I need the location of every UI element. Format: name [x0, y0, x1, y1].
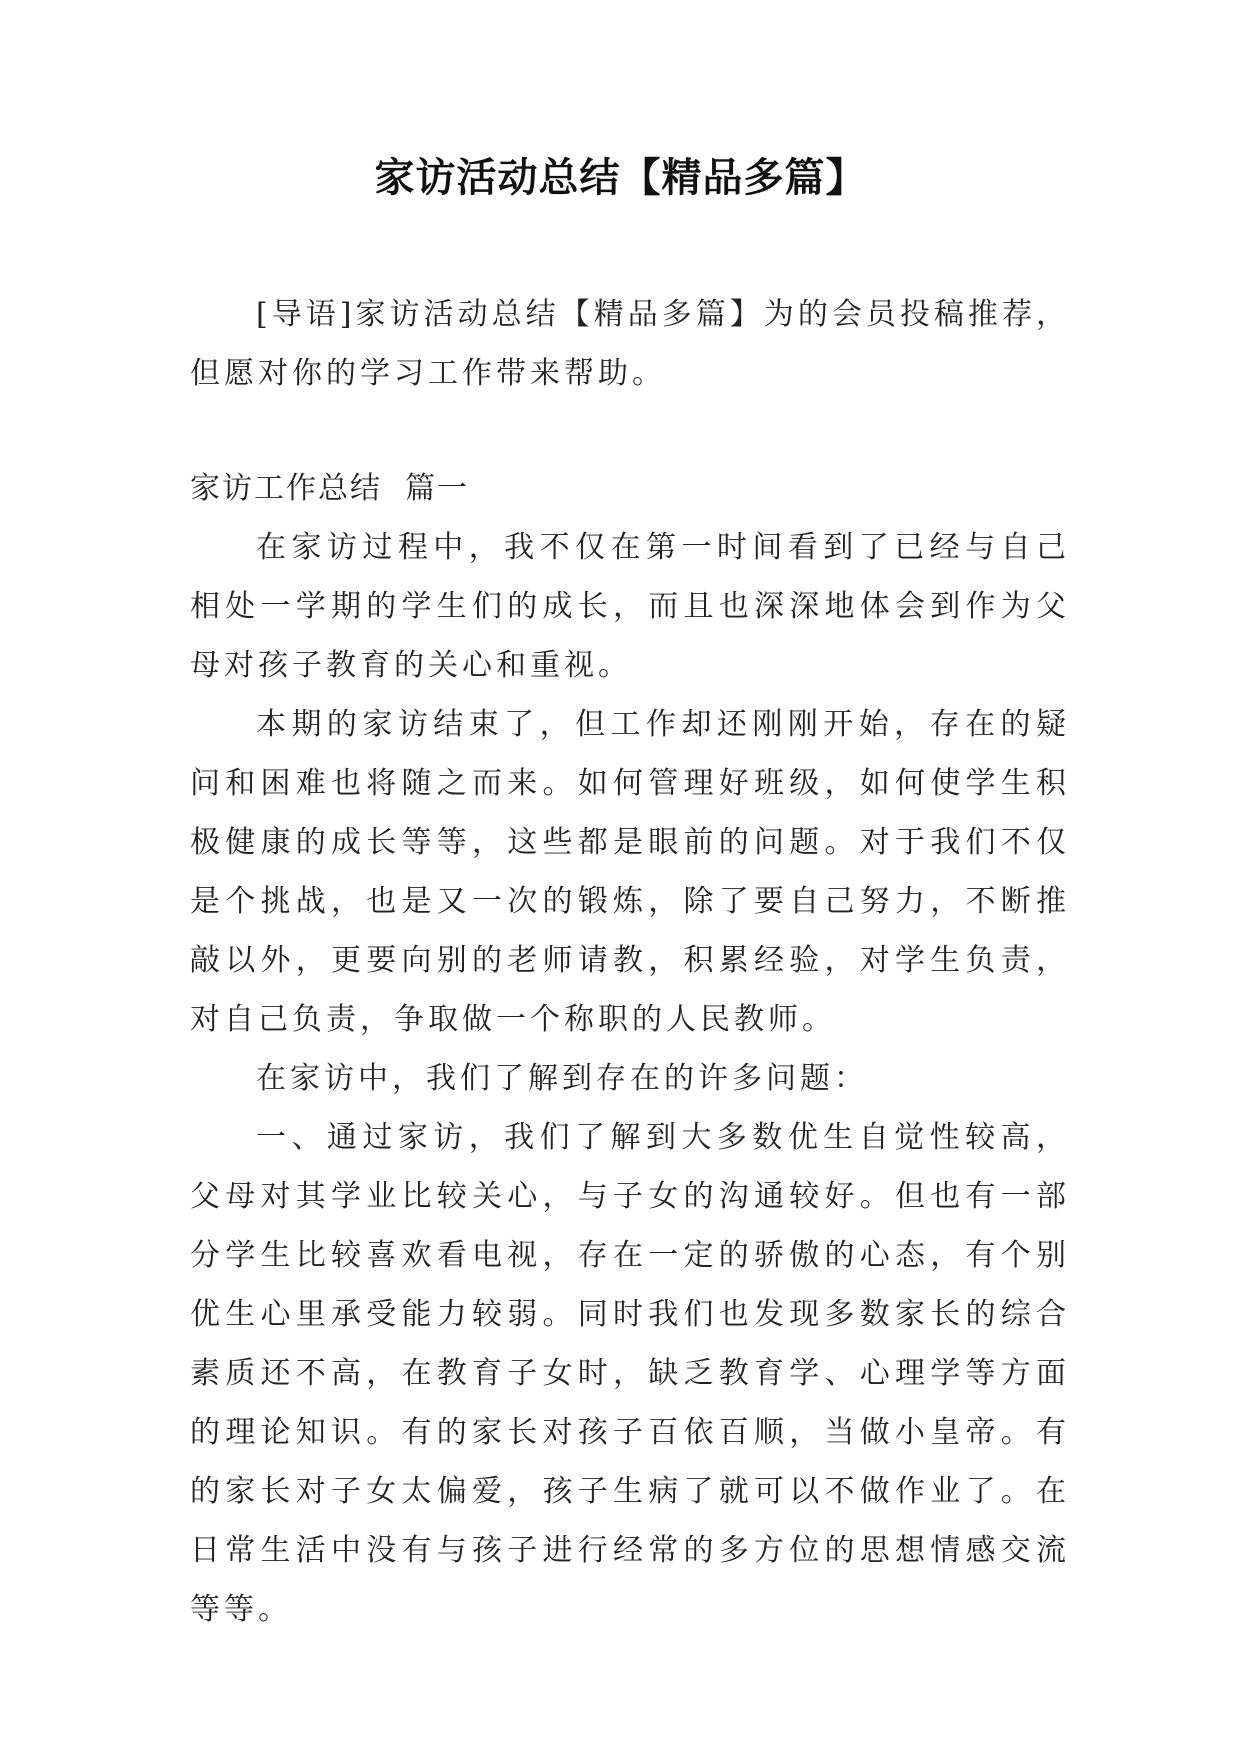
document-title: 家访活动总结【精品多篇】 [374, 155, 867, 201]
body-paragraph: 在家访中，我们了解到存在的许多问题： [256, 1061, 868, 1096]
section-heading: 家访工作总结 篇一 [190, 471, 470, 506]
section-body [190, 518, 1070, 1639]
body-paragraph: 一、通过家访，我们了解到大多数优生自觉性较高，父母对其学业比较关心，与子女的沟通较好。但也有一部分学生比较喜欢看电视，存在一定的骄傲的心态，有个别优生心里承受能力较弱。同时我们也发现多数家长的综合素质还不高，在教育子女时，缺乏教育学、心理学等方面的理论知识。有的家长对孩子百依百顺，当做小皇帝。有的家长对子女太偏爱，孩子生病了就可以不做作业了。在日常生活中没有与孩子进行经常的多方位的思想情感交流等等。 [190, 1120, 1070, 1627]
body-paragraph: 本期的家访结束了，但工作却还刚刚开始，存在的疑问和困难也将随之而来。如何管理好班级，如何使学生积极健康的成长等等，这些都是眼前的问题。对于我们不仅是个挑战，也是又一次的锻炼，除了要自己努力，不断推敲以外，更要向别的老师请教，积累经验，对学生负责，对自己负责，争取做一个称职的人民教师。 [190, 707, 1070, 1037]
intro-paragraph: [导语]家访活动总结【精品多篇】为的会员投稿推荐，但愿对你的学习工作带来帮助。 [190, 297, 1070, 391]
body-paragraph: 在家访过程中，我不仅在第一时间看到了已经与自己相处一学期的学生们的成长，而且也深深地体会到作为父母对孩子教育的关心和重视。 [190, 530, 1070, 683]
